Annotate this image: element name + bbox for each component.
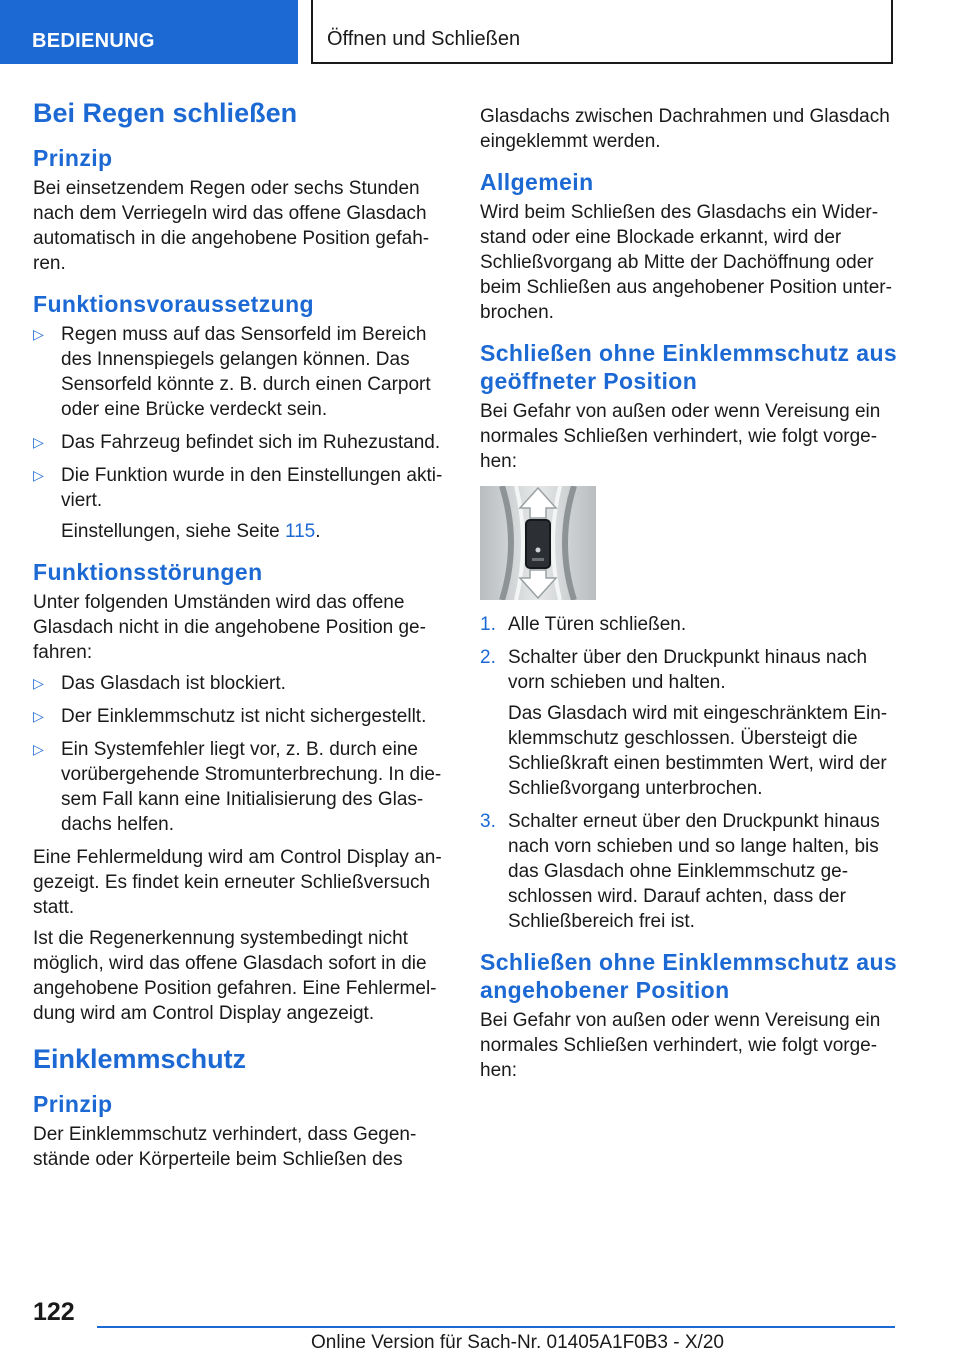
einstellungen-reference	[61, 519, 445, 544]
list-item-text: Die Funktion wurde in den Einstellungen akti-viert.	[61, 465, 443, 511]
header-chapter-box	[311, 0, 893, 64]
reference-suffix: .	[315, 521, 321, 542]
header-section-label: BEDIENUNG	[32, 30, 155, 52]
list-item	[33, 463, 445, 544]
heading-schliessen-geoeffnet: Schließen ohne Einklemmschutz aus geöffneter Position	[480, 340, 898, 394]
list-item-text: Regen muss auf das Sensorfeld im Bereich des Innenspiegels gelangen können. Das Sensorfeld könnte z. B. durch einen Carport oder eine Brücke verdeckt sein.	[61, 324, 431, 420]
list-item	[480, 612, 898, 637]
stoerungen-intro: Unter folgenden Umständen wird das offene Glasdach nicht in die angehobene Position ge-fahren:	[33, 592, 426, 663]
sliding-switch-icon	[480, 486, 596, 600]
header-section-tab	[0, 0, 298, 64]
triangle-bullet-icon: ▷	[33, 326, 44, 342]
einklemmschutz-prinzip-text: Der Einklemmschutz verhindert, dass Gegen-stände oder Körperteile beim Schließen des	[33, 1124, 417, 1170]
triangle-bullet-icon: ▷	[33, 467, 44, 483]
triangle-bullet-icon: ▷	[33, 741, 44, 757]
switch-illustration	[480, 486, 596, 600]
page-link-115[interactable]: 115	[284, 521, 316, 542]
voraussetzungen-list	[33, 322, 445, 544]
heading-schliessen-angehoben: Schließen ohne Einklemmschutz aus angehobener Position	[480, 949, 898, 1003]
steps-list	[480, 612, 898, 934]
step-number: 2.	[480, 647, 496, 668]
left-column	[33, 96, 445, 1178]
section-title-einklemmschutz: Einklemmschutz	[33, 1044, 247, 1074]
list-item-text: Das Fahrzeug befindet sich im Ruhezustand.	[61, 432, 441, 453]
triangle-bullet-icon: ▷	[33, 675, 44, 691]
list-item-text: Der Einklemmschutz ist nicht sichergestellt.	[61, 706, 427, 727]
heading-allgemein: Allgemein	[480, 169, 594, 195]
header-chapter-label: Öffnen und Schließen	[327, 28, 521, 50]
right-column	[480, 104, 898, 1089]
heading-einklemmschutz-prinzip: Prinzip	[33, 1091, 113, 1117]
list-item-text: Das Glasdach ist blockiert.	[61, 673, 286, 694]
stoerungen-list	[33, 671, 445, 837]
heading-prinzip: Prinzip	[33, 145, 113, 171]
triangle-bullet-icon: ▷	[33, 434, 44, 450]
footer-divider	[97, 1326, 895, 1328]
triangle-bullet-icon: ▷	[33, 708, 44, 724]
step-number: 1.	[480, 614, 496, 635]
online-version-text: Online Version für Sach-Nr. 01405A1F0B3 - X/20	[311, 1332, 724, 1353]
geoeffnet-intro: Bei Gefahr von außen oder wenn Vereisung ein normales Schließen verhindert, wie folgt vorge-hen:	[480, 401, 881, 472]
step-text: Alle Türen schließen.	[508, 614, 687, 635]
list-item	[33, 737, 445, 837]
step-number: 3.	[480, 811, 496, 832]
list-item	[33, 430, 445, 455]
list-item	[480, 645, 898, 801]
list-item	[33, 671, 445, 696]
continued-text: Glasdachs zwischen Dachrahmen und Glasdach eingeklemmt werden.	[480, 106, 890, 152]
list-item	[33, 322, 445, 422]
heading-funktionsstoerungen: Funktionsstörungen	[33, 559, 263, 585]
step-text: Schalter erneut über den Druckpunkt hinaus nach vorn schieben und so lange halten, bis das Glasdach ohne Einklemmschutz ge-schlossen wird. Darauf achten, dass der Schließbereich frei ist.	[508, 811, 880, 932]
prinzip-text: Bei einsetzendem Regen oder sechs Stunden nach dem Verriegeln wird das offene Glasdach automatisch in die angehobene Position gefah-ren.	[33, 178, 430, 274]
heading-funktionsvoraussetzung: Funktionsvoraussetzung	[33, 291, 314, 317]
list-item	[33, 704, 445, 729]
page-number: 122	[33, 1298, 75, 1326]
list-item-text: Ein Systemfehler liegt vor, z. B. durch eine vorübergehende Stromunterbrechung. In die-sem Fall kann eine Initialisierung des Glas-dachs helfen.	[61, 739, 442, 835]
step-subtext: Das Glasdach wird mit eingeschränktem Ein-klemmschutz geschlossen. Übersteigt die Schließkraft einen bestimmten Wert, wird der Schließvorgang unterbrochen.	[508, 703, 888, 799]
allgemein-text: Wird beim Schließen des Glasdachs ein Wider-stand oder eine Blockade erkannt, wird der Schließvorgang ab Mitte der Dachöffnung oder beim Schließen aus angehobener Position unter-brochen.	[480, 202, 892, 323]
fehlermeldung-text: Eine Fehlermeldung wird am Control Display an-gezeigt. Es findet kein erneuter Schließversuch statt.	[33, 847, 442, 918]
angehoben-intro: Bei Gefahr von außen oder wenn Vereisung ein normales Schließen verhindert, wie folgt vorge-hen:	[480, 1010, 881, 1081]
list-item	[480, 809, 898, 934]
regenerkennung-text: Ist die Regenerkennung systembedingt nicht möglich, wird das offene Glasdach sofort in die angehobene Position gefahren. Eine Fehlermel-dung wird am Control Display angezeigt.	[33, 928, 437, 1024]
step-text: Schalter über den Druckpunkt hinaus nach vorn schieben und halten.	[508, 647, 868, 693]
section-title-regen: Bei Regen schließen	[33, 98, 298, 128]
reference-prefix: Einstellungen, siehe Seite	[61, 521, 285, 542]
